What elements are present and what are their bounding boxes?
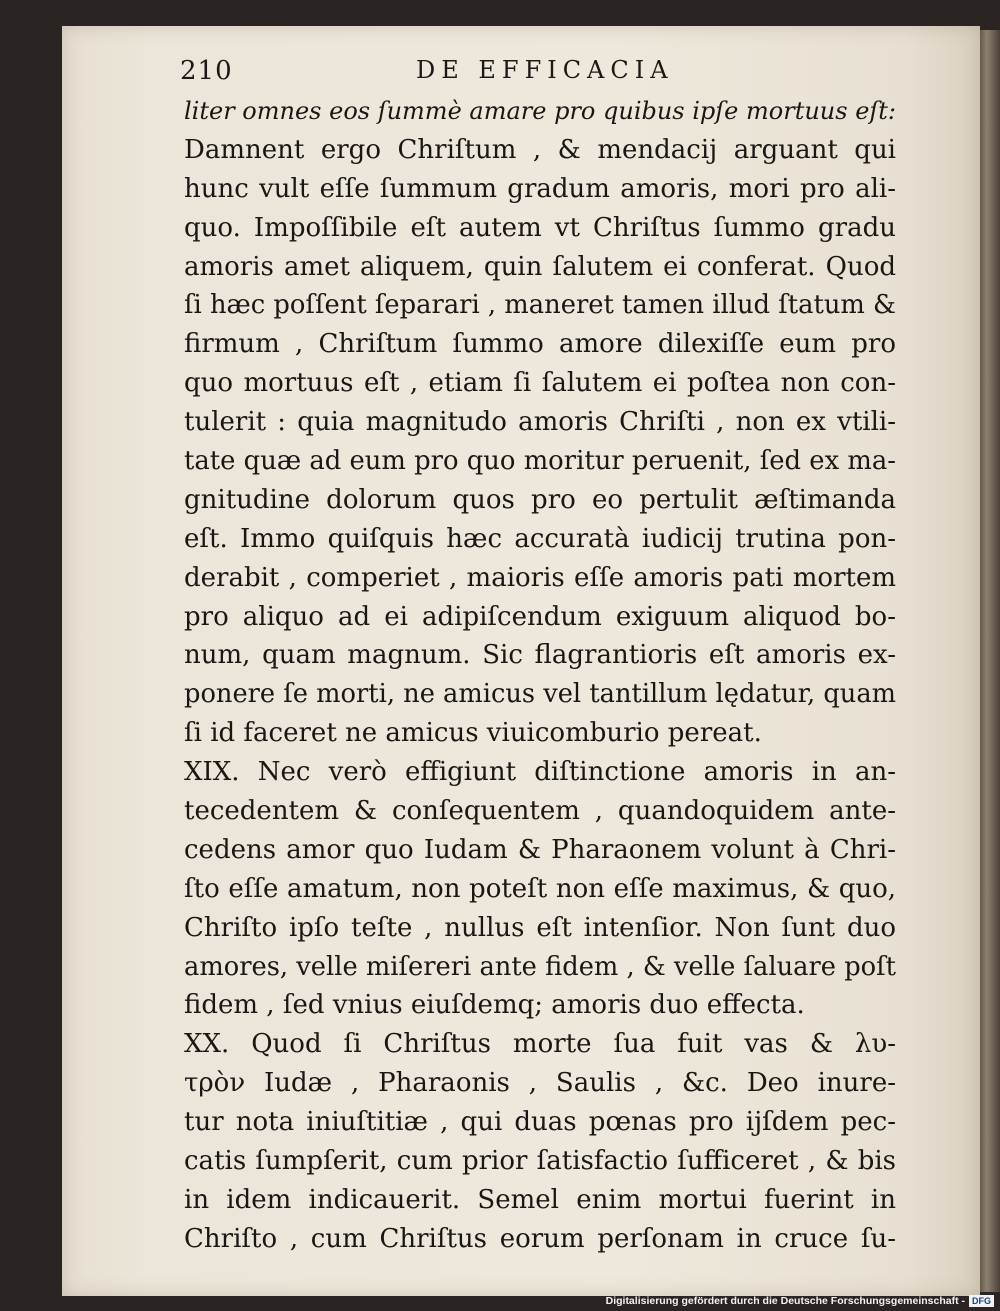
text-line: ſi hæc poſſent ſeparari , maneret tamen illud ſtatum & (184, 290, 896, 321)
text-line: firmum , Chriſtum ſummo amore dilexiſſe eum pro (184, 329, 896, 360)
text-line: tulerit : quia magnitudo amoris Chriſti , non ex vtili- (184, 407, 896, 438)
text-line: cedens amor quo Iudam & Pharaonem volunt à Chri- (184, 834, 896, 865)
text-line: pro aliquo ad ei adipiſcendum exiguum aliquod bo- (184, 601, 896, 632)
text-line: catis ſumpſerit, cum prior ſatisfactio ſufficeret , & bis (184, 1146, 896, 1177)
page-edge (978, 30, 1000, 1292)
text-line: in idem indicauerit. Semel enim mortui fuerint in (184, 1184, 896, 1215)
text-line: derabit , comperiet , maioris eſſe amoris pati mortem (184, 562, 896, 593)
text-line: amores, velle miſereri ante fidem , & velle ſaluare poſt (184, 951, 896, 982)
digitization-credit (606, 1294, 994, 1308)
page-number: 210 (180, 56, 233, 86)
text-line: tecedentem & conſequentem , quandoquidem ante- (184, 796, 896, 827)
text-line: ponere ſe morti, ne amicus vel tantillum lędatur, quam (184, 679, 897, 710)
text-line: quo. Impoſſibile eſt autem vt Chriſtus ſummo gradu (184, 212, 896, 243)
section-xx-start: XX. Quod ſi Chriſtus morte ſua fuit vas & λυ- (184, 1029, 896, 1060)
text-line: num, quam magnum. Sic flagrantioris eſt amoris ex- (184, 640, 896, 671)
text-line: Chriſto ipſo teſte , nullus eſt intenſior. Non ſunt duo (184, 912, 896, 943)
text-line: hunc vult eſſe ſummum gradum amoris, mori pro ali- (184, 173, 896, 204)
credit-text: Digitalisierung gefördert durch die Deutsche Forschungsgemeinschaft - (605, 1295, 965, 1307)
dfg-logo: DFG (969, 1295, 994, 1307)
running-head: DE EFFICACIA (416, 56, 674, 84)
text-line: ſi id faceret ne amicus viuicomburio pereat. (184, 718, 762, 749)
text-line: ſto eſſe amatum, non poteſt non eſſe maximus, & quo, (184, 873, 896, 904)
text-line: τρὸν Iudæ , Pharaonis , Saulis , &c. Deo inure- (184, 1068, 896, 1099)
text-line: amoris amet aliquem, quin ſalutem ei conferat. Quod (184, 251, 896, 282)
text-line: Chriſto , cum Chriſtus eorum perſonam in cruce ſu- (184, 1223, 896, 1254)
text-line: fidem , ſed vnius eiuſdemq; amoris duo effecta. (184, 990, 805, 1021)
body-text (184, 92, 896, 1259)
page-header (180, 56, 880, 90)
text-line: Damnent ergo Chriſtum , & mendacij arguant qui (184, 134, 896, 165)
text-line: gnitudine dolorum quos pro eo pertulit æſtimanda (184, 484, 896, 515)
section-xix-start: XIX. Nec verò effigiunt diſtinctione amoris in an- (184, 757, 896, 788)
text-line: liter omnes eos ſummè amare pro quibus ipſe mortuus eſt: (184, 97, 897, 125)
text-line: eſt. Immo quiſquis hæc accuratà iudicij trutina pon- (184, 523, 896, 554)
text-line: quo mortuus eſt , etiam ſi ſalutem ei poſtea non con- (184, 368, 896, 399)
text-line: tur nota iniuſtitiæ , qui duas pœnas pro ijſdem pec- (184, 1107, 896, 1138)
text-line: tate quæ ad eum pro quo moritur peruenit, ſed ex ma- (184, 446, 896, 477)
